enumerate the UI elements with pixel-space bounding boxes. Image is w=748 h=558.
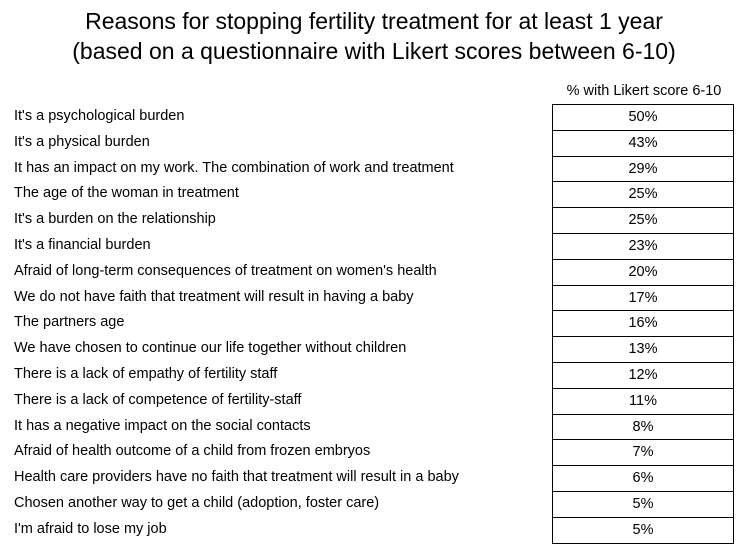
percent-cell: 13%	[552, 336, 734, 362]
percent-cell: 43%	[552, 130, 734, 156]
table-row	[0, 285, 748, 311]
table-row	[0, 517, 748, 543]
reason-label: It's a burden on the relationship	[14, 211, 216, 228]
reason-label: It's a psychological burden	[14, 108, 185, 124]
percent-cell: 23%	[552, 233, 734, 259]
table-row	[0, 104, 748, 130]
percent-cell: 5%	[552, 491, 734, 517]
reason-label: We do not have faith that treatment will result in having a baby	[14, 288, 414, 305]
percent-cell: 16%	[552, 310, 734, 336]
reason-label: It's a physical burden	[14, 133, 150, 150]
table-row	[0, 465, 748, 491]
table-row	[0, 388, 748, 414]
reason-label: Chosen another way to get a child (adoption, foster care)	[14, 494, 380, 511]
percent-cell: 12%	[552, 362, 734, 388]
table-row	[0, 207, 748, 233]
reason-label: The age of the woman in treatment	[14, 185, 239, 202]
table-row	[0, 259, 748, 285]
table-row	[0, 233, 748, 259]
table-row	[0, 181, 748, 207]
reason-label: There is a lack of competence of fertility-staff	[14, 391, 302, 408]
percent-cell: 8%	[552, 414, 734, 440]
reason-label: It has an impact on my work. The combination of work and treatment	[14, 159, 454, 176]
reason-label: It's a financial burden	[14, 236, 151, 253]
reason-label: I'm afraid to lose my job	[14, 520, 167, 537]
table-row	[0, 130, 748, 156]
table-row	[0, 362, 748, 388]
table-row	[0, 414, 748, 440]
percent-cell: 6%	[552, 465, 734, 491]
percent-cell: 17%	[552, 285, 734, 311]
table-row	[0, 156, 748, 182]
reason-label: It has a negative impact on the social contacts	[14, 417, 311, 434]
reason-label: Afraid of long-term consequences of treatment on women's health	[14, 262, 437, 279]
percent-cell: 50%	[552, 104, 734, 130]
percent-cell: 25%	[552, 181, 734, 207]
chart-title-line1: Reasons for stopping fertility treatment for at least 1 year	[85, 8, 663, 34]
table-body	[0, 104, 748, 543]
table-row	[0, 491, 748, 517]
percent-cell: 7%	[552, 439, 734, 465]
table-row	[0, 310, 748, 336]
reason-label: The partners age	[14, 314, 125, 331]
reason-label: Health care providers have no faith that treatment will result in a baby	[14, 469, 459, 486]
column-header: % with Likert score 6-10	[566, 83, 722, 99]
table-row	[0, 336, 748, 362]
reason-label: Afraid of health outcome of a child from frozen embryos	[14, 443, 371, 460]
reason-label: We have chosen to continue our life together without children	[14, 340, 407, 357]
table-row	[0, 439, 748, 465]
percent-cell: 25%	[552, 207, 734, 233]
reason-label: There is a lack of empathy of fertility staff	[14, 365, 278, 382]
chart-title-line2: (based on a questionnaire with Likert scores between 6-10)	[72, 38, 676, 64]
percent-cell: 11%	[552, 388, 734, 414]
percent-cell: 5%	[552, 517, 734, 544]
percent-cell: 20%	[552, 259, 734, 285]
percent-cell: 29%	[552, 156, 734, 182]
